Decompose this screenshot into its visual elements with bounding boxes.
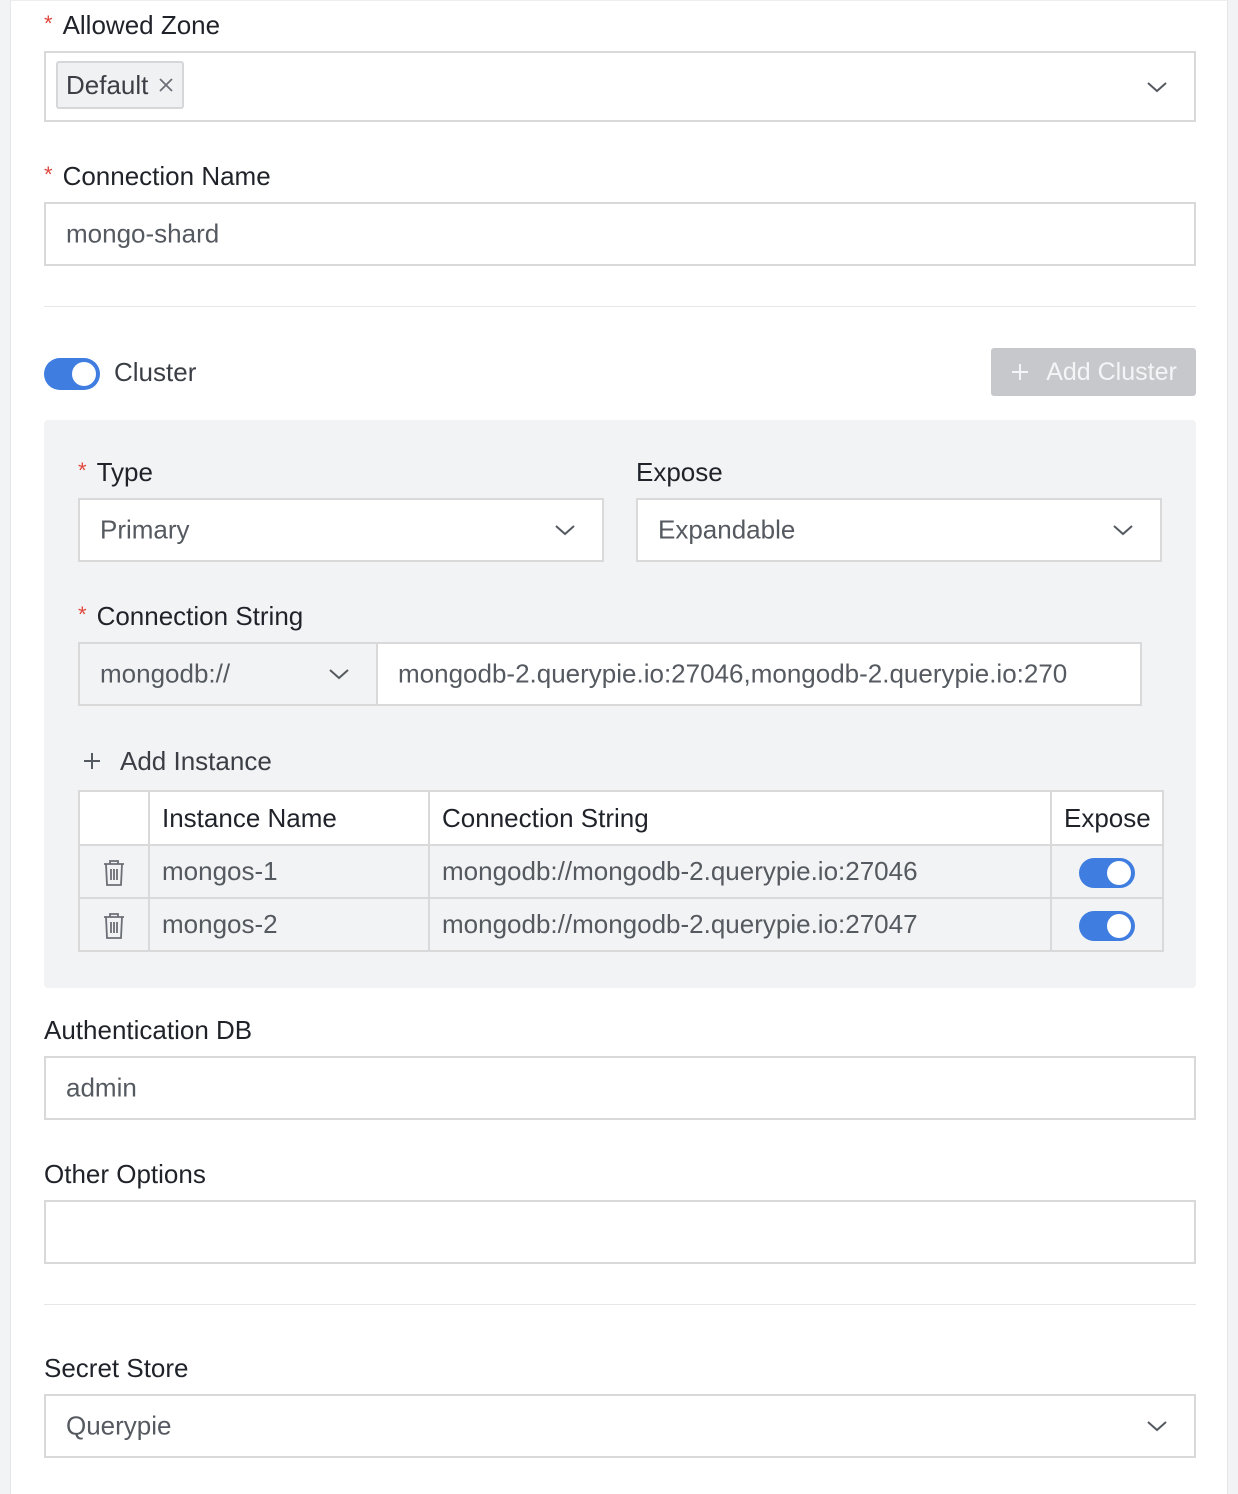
connection-string-value: mongodb-2.querypie.io:27046,mongodb-2.querypie.io:270: [398, 658, 1068, 689]
auth-db-value: admin: [66, 1072, 137, 1103]
connection-name-label: [44, 161, 271, 193]
connection-string-input[interactable]: [376, 642, 1142, 706]
chevron-down-icon: [554, 523, 576, 537]
allowed-zone-label-text: Allowed Zone: [62, 10, 221, 40]
expose-cell: [1051, 845, 1163, 898]
connection-string-label: [78, 601, 303, 633]
section-divider: [44, 1304, 1196, 1305]
delete-cell: [79, 898, 149, 951]
expose-toggle[interactable]: [1079, 858, 1135, 888]
trash-icon[interactable]: [102, 912, 126, 940]
required-marker: *: [78, 458, 87, 483]
other-options-input[interactable]: [44, 1200, 1196, 1264]
cluster-toggle-label: Cluster: [114, 357, 197, 387]
secret-store-value: Querypie: [66, 1410, 172, 1441]
required-marker: *: [44, 162, 53, 187]
plus-icon: [1010, 362, 1030, 382]
connection-name-input[interactable]: [44, 202, 1196, 266]
zone-tag: [56, 61, 184, 109]
add-instance-button[interactable]: [82, 746, 272, 776]
type-label-text: Type: [96, 457, 153, 487]
auth-db-input[interactable]: [44, 1056, 1196, 1120]
expose-value: Expandable: [658, 514, 796, 545]
header-actions: [79, 791, 149, 845]
connection-name-value: mongo-shard: [66, 218, 220, 249]
secret-store-select[interactable]: [44, 1394, 1196, 1458]
close-icon[interactable]: [158, 77, 174, 93]
other-options-label: Other Options: [44, 1159, 206, 1189]
instance-name-cell[interactable]: mongos-2: [149, 898, 429, 951]
add-cluster-label: Add Cluster: [1046, 357, 1177, 386]
table-row: [79, 845, 1163, 898]
instance-conn-cell[interactable]: mongodb://mongodb-2.querypie.io:27046: [429, 845, 1051, 898]
instance-name-cell[interactable]: mongos-1: [149, 845, 429, 898]
connection-name-label-text: Connection Name: [62, 161, 271, 191]
header-expose: Expose: [1051, 791, 1163, 845]
plus-icon: [82, 751, 102, 771]
add-instance-label: Add Instance: [120, 746, 272, 776]
type-value: Primary: [100, 514, 190, 545]
header-instance-name: Instance Name: [149, 791, 429, 845]
allowed-zone-label: [44, 10, 220, 42]
type-select[interactable]: [78, 498, 604, 562]
cluster-toggle[interactable]: [44, 358, 100, 390]
scheme-select[interactable]: [78, 642, 378, 706]
add-cluster-button[interactable]: [991, 348, 1196, 396]
chevron-down-icon: [328, 667, 350, 681]
type-label: [78, 457, 153, 489]
table-header-row: [79, 791, 1163, 845]
header-connection-string: Connection String: [429, 791, 1051, 845]
chevron-down-icon: [1112, 523, 1134, 537]
chevron-down-icon: [1146, 80, 1168, 94]
chevron-down-icon: [1146, 1419, 1168, 1433]
required-marker: *: [44, 11, 53, 36]
required-marker: *: [78, 602, 87, 627]
expose-label: Expose: [636, 457, 723, 487]
zone-tag-label: Default: [66, 69, 149, 100]
trash-icon[interactable]: [102, 859, 126, 887]
scheme-value: mongodb://: [100, 658, 231, 689]
table-row: [79, 898, 1163, 951]
expose-select[interactable]: [636, 498, 1162, 562]
auth-db-label: Authentication DB: [44, 1015, 253, 1045]
instances-table: [78, 790, 1164, 952]
expose-toggle[interactable]: [1079, 911, 1135, 941]
instance-conn-cell[interactable]: mongodb://mongodb-2.querypie.io:27047: [429, 898, 1051, 951]
secret-store-label: Secret Store: [44, 1353, 189, 1383]
delete-cell: [79, 845, 149, 898]
connection-string-label-text: Connection String: [96, 601, 304, 631]
section-divider: [44, 306, 1196, 307]
allowed-zone-select[interactable]: [44, 51, 1196, 122]
expose-cell: [1051, 898, 1163, 951]
